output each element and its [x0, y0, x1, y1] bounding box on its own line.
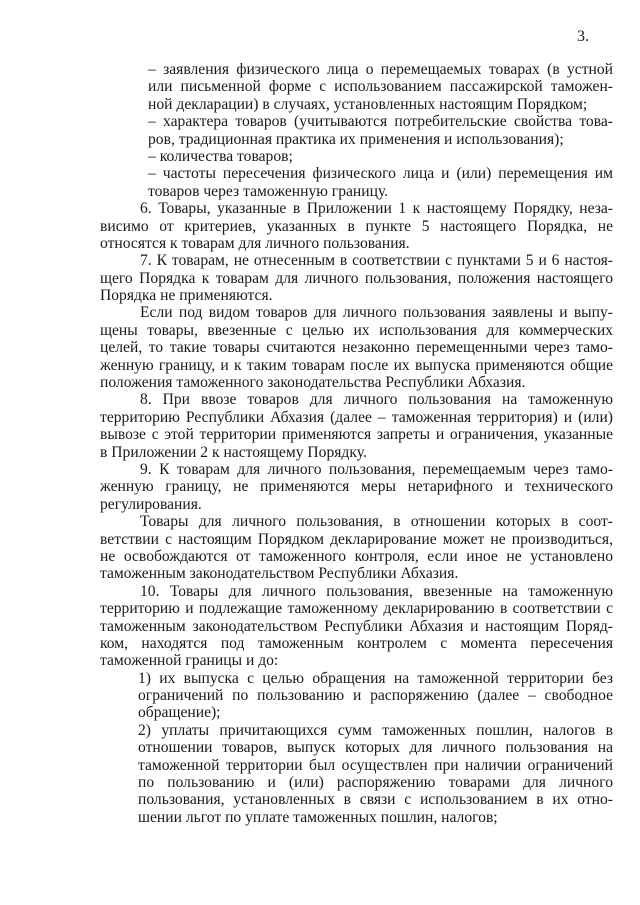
paragraph [100, 252, 613, 304]
paragraph [100, 304, 613, 391]
text-line: вывозе с этой территории применяются запреты и ограничения, указанные [100, 426, 613, 444]
list-item [100, 670, 613, 722]
paragraph [100, 583, 613, 670]
paragraph [100, 513, 613, 583]
text-line: таможенным законодательством Республики Абхазия. [100, 565, 459, 583]
text-line: территорию Республики Абхазия (далее – таможенная территория) и (или) [100, 408, 613, 426]
text-line: регулирования. [100, 495, 202, 513]
text-line: – заявления физического лица о перемещаемых товарах (в устной [148, 61, 613, 78]
text-line: товаров через таможенную границу. [148, 182, 389, 200]
text-line: таможенной территории был осуществлен при наличии ограничений [138, 756, 613, 774]
text-line: шении льгот по уплате таможенных пошлин, налогов; [138, 808, 498, 826]
text-line: 9. К товарам для личного пользования, перемещаемым через тамо- [140, 460, 613, 478]
text-line: или письменной форме с использованием пассажирской таможен- [148, 78, 613, 96]
text-line: Если под видом товаров для личного пользования заявлены и выпу- [140, 304, 613, 322]
text-line: – количества товаров; [148, 147, 293, 165]
text-line: 10. Товары для личного пользования, ввезенные на таможенную [140, 582, 613, 600]
text-line: щего Порядка к товарам для личного пользования, положения настоящего [100, 269, 613, 287]
text-line: относятся к товарам для личного пользования. [100, 234, 410, 252]
text-line: не освобождаются от таможенного контроля, если иное не установлено [100, 547, 613, 565]
text-line: ограничений по пользованию и распоряжению (далее – свободное [138, 687, 613, 705]
list-item [100, 165, 613, 200]
text-line: 1) их выпуска с целью обращения на таможенной территории без [138, 669, 613, 687]
text-line: – частоты пересечения физического лица и (или) перемещения им [148, 165, 613, 183]
list-item [100, 61, 613, 113]
text-line: в Приложении 2 к настоящему Порядку. [100, 443, 367, 461]
text-line: висимо от критериев, указанных в пункте 5 настоящего Порядка, не [100, 217, 613, 235]
list-item [100, 113, 613, 148]
text-line: территорию и подлежащие таможенному декларированию в соответствии с [100, 600, 613, 618]
text-line: Товары для личного пользования, в отношении которых в соот- [140, 513, 613, 531]
paragraph [100, 461, 613, 513]
text-line: ров, традиционная практика их применения и использования); [148, 130, 564, 148]
paragraph [100, 391, 613, 461]
text-line: положения таможенного законодательства Республики Абхазия. [100, 374, 526, 392]
text-line: пользования, установленных в связи с использованием в их отно- [138, 791, 613, 809]
text-line: – характера товаров (учитываются потребительские свойства това- [148, 113, 613, 131]
paragraph [100, 200, 613, 252]
document-body [100, 61, 613, 826]
text-line: обращение); [138, 704, 221, 722]
text-line: целей, то такие товары считаются незаконно перемещенными через тамо- [100, 339, 613, 357]
list-item [100, 148, 613, 165]
page-number: 3. [577, 28, 589, 45]
text-line: 2) уплаты причитающихся сумм таможенных пошлин, налогов в [138, 721, 613, 739]
text-line: таможенным законодательством Республики Абхазия и настоящим Поряд- [100, 617, 613, 635]
text-line: по пользованию и (или) распоряжению товарами для личного [138, 774, 613, 792]
text-line: женную границу, не применяются меры нетарифного и технического [100, 478, 613, 496]
text-line: 6. Товары, указанные в Приложении 1 к настоящему Порядку, неза- [140, 200, 613, 218]
text-line: ветствии с настоящим Порядком декларирование может не производиться, [100, 530, 613, 548]
text-line: 8. При ввозе товаров для личного пользования на таможенную [140, 391, 613, 409]
text-line: таможенной границы и до: [100, 652, 279, 670]
text-line: отношении товаров, выпуск которых для личного пользования на [138, 739, 613, 757]
text-line: Порядка не применяются. [100, 287, 273, 305]
text-line: ной декларации) в случаях, установленных настоящим Порядком; [148, 95, 588, 113]
text-line: женную границу, и к таким товарам после их выпуска применяются общие [100, 356, 613, 374]
text-line: ком, находятся под таможенным контролем с момента пересечения [100, 634, 613, 652]
list-item [100, 722, 613, 826]
text-line: 7. К товарам, не отнесенным в соответствии с пунктами 5 и 6 настоя- [140, 252, 613, 270]
text-line: щены товары, ввезенные с целью их использования для коммерческих [100, 321, 613, 339]
